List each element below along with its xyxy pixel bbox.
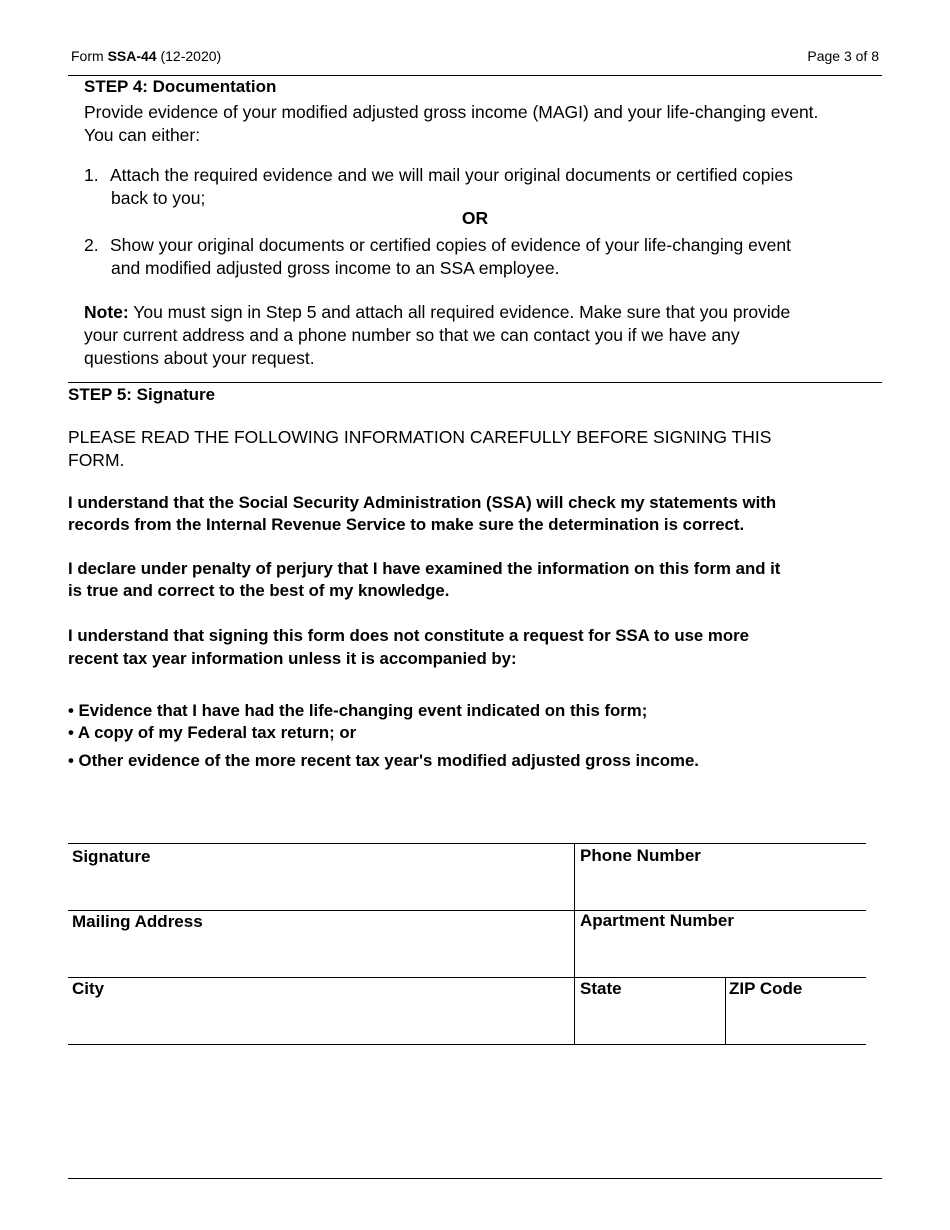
state-label: State <box>580 979 622 998</box>
header-divider <box>68 75 882 76</box>
signature-label: Signature <box>72 847 151 866</box>
statement1-line1: I understand that the Social Security Administration (SSA) will check my statements with <box>68 493 777 512</box>
zip-label: ZIP Code <box>729 979 803 998</box>
notice-line1: PLEASE READ THE FOLLOWING INFORMATION CAREFULLY BEFORE SIGNING THIS <box>68 427 772 447</box>
mailing-address-label: Mailing Address <box>72 912 203 931</box>
zip-field[interactable] <box>726 978 866 1044</box>
step4-intro-line2: You can either: <box>84 125 201 145</box>
notice-line2: FORM. <box>68 450 125 470</box>
phone-label: Phone Number <box>580 846 701 865</box>
or-separator: OR <box>461 208 489 228</box>
apartment-field[interactable] <box>575 911 866 977</box>
mailing-address-field[interactable] <box>68 911 574 977</box>
step4-item1-cont: back to you; <box>111 188 206 208</box>
city-field[interactable] <box>68 978 574 1044</box>
step5-title: STEP 5: Signature <box>68 385 216 404</box>
phone-field[interactable] <box>575 844 866 910</box>
step4-item2-cont: and modified adjusted gross income to an SSA employee. <box>111 258 560 278</box>
apartment-label: Apartment Number <box>580 911 734 930</box>
bullet-evidence: • Evidence that I have had the life-changing event indicated on this form; <box>68 701 648 720</box>
form-id: Form SSA-44 (12-2020) <box>71 48 222 64</box>
statement3-line1: I understand that signing this form does not constitute a request for SSA to use more <box>68 626 749 645</box>
step-divider <box>68 382 882 383</box>
city-label: City <box>72 979 105 998</box>
step4-note-line1: Note: You must sign in Step 5 and attach all required evidence. Make sure that you provide <box>84 302 791 322</box>
step4-title: STEP 4: Documentation <box>84 77 277 96</box>
signature-field[interactable] <box>68 844 574 910</box>
bullet-other-evidence: • Other evidence of the more recent tax year's modified adjusted gross income. <box>68 751 699 770</box>
footer-divider <box>68 1178 882 1179</box>
statement3-line2: recent tax year information unless it is accompanied by: <box>68 649 517 668</box>
page-number: Page 3 of 8 <box>807 48 879 64</box>
step4-note-line2: your current address and a phone number so that we can contact you if we have any <box>84 325 740 345</box>
step4-item2: 2. Show your original documents or certified copies of evidence of your life-changing event <box>84 235 791 255</box>
state-field[interactable] <box>575 978 725 1044</box>
statement2-line1: I declare under penalty of perjury that I have examined the information on this form and it <box>68 559 781 578</box>
bullet-tax-return: • A copy of my Federal tax return; or <box>68 723 357 742</box>
statement1-line2: records from the Internal Revenue Service to make sure the determination is correct. <box>68 515 745 534</box>
statement2-line2: is true and correct to the best of my knowledge. <box>68 581 450 600</box>
step4-note-line3: questions about your request. <box>84 348 315 368</box>
step4-intro-line1: Provide evidence of your modified adjusted gross income (MAGI) and your life-changing event. <box>84 102 819 122</box>
step4-item1: 1. Attach the required evidence and we will mail your original documents or certified copies <box>84 165 793 185</box>
